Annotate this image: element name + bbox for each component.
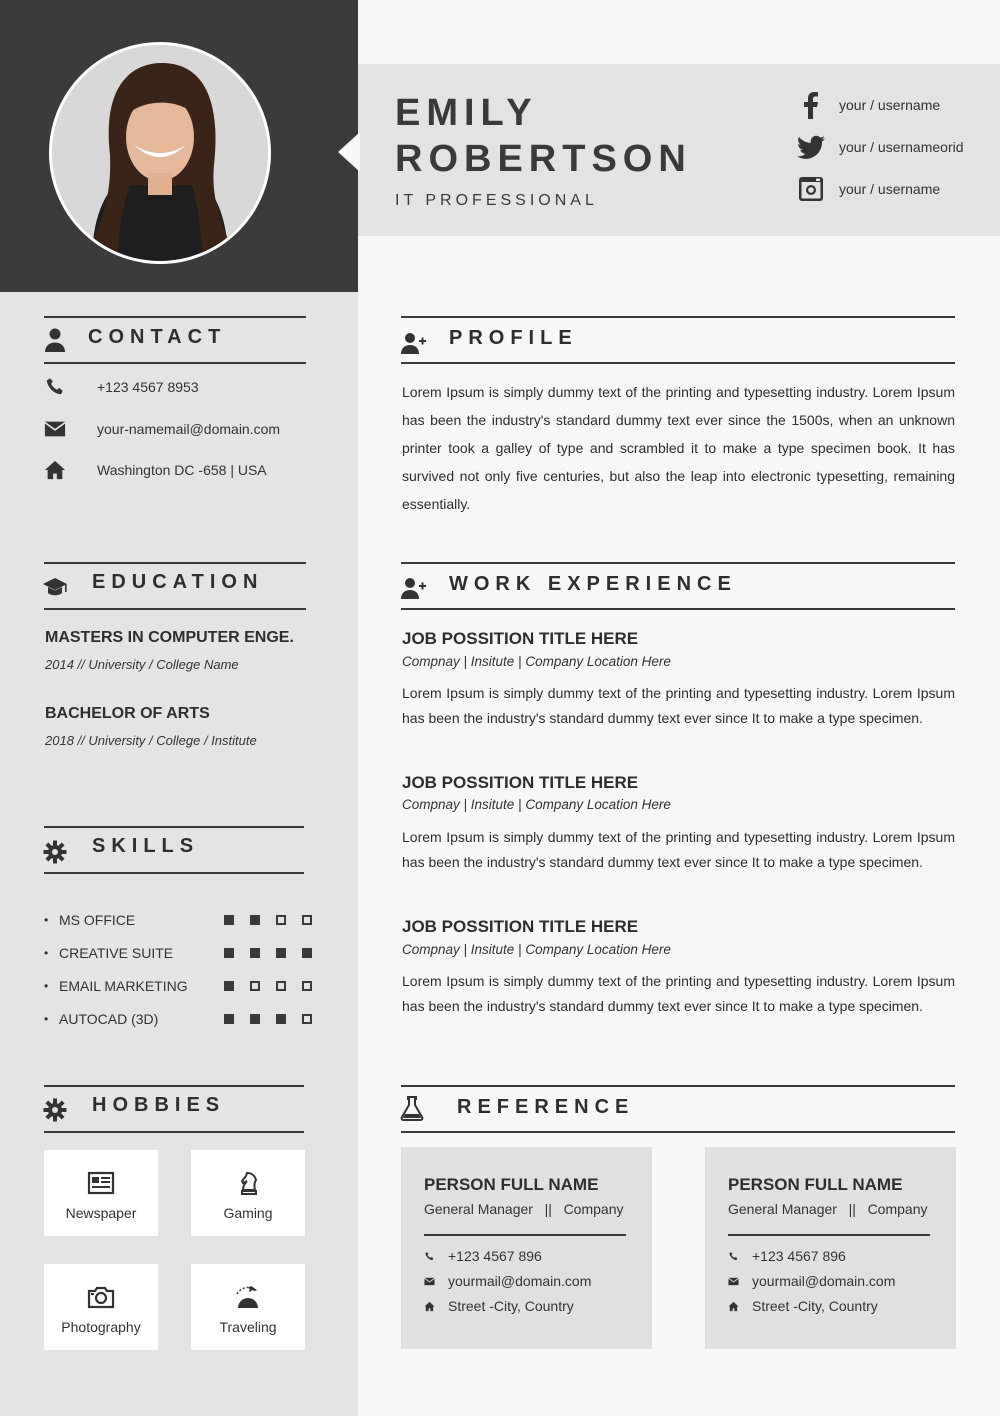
- last-name: ROBERTSON: [395, 138, 692, 180]
- reference-email-value: yourmail@domain.com: [752, 1273, 896, 1289]
- hobby-label: Newspaper: [65, 1205, 137, 1221]
- graduation-cap-icon: [42, 574, 68, 605]
- envelope-icon: [728, 1276, 739, 1287]
- flask-icon: [399, 1095, 425, 1126]
- rating-square-empty: [250, 981, 260, 991]
- skill-rating: [224, 948, 312, 958]
- globe-plane-icon: [233, 1282, 263, 1312]
- contact-phone[interactable]: [44, 374, 324, 400]
- skill-rating: [224, 915, 312, 925]
- education-heading: EDUCATION: [92, 571, 264, 593]
- social-twitter[interactable]: [795, 131, 995, 163]
- job-description: Lorem Ipsum is simply dummy text of the printing and typesetting industry. Lorem Ipsum has been the industry's standard dummy text ever since It to make a type specimen.: [402, 973, 955, 1014]
- rating-square-filled: [250, 915, 260, 925]
- bullet: •: [44, 979, 49, 993]
- education-rule-bottom: [44, 608, 306, 610]
- social-instagram[interactable]: [795, 173, 995, 205]
- contact-email[interactable]: [44, 416, 324, 442]
- hobby-card-gaming: [191, 1150, 305, 1236]
- work-rule-bottom: [401, 608, 955, 610]
- reference-email-value: yourmail@domain.com: [448, 1273, 592, 1289]
- hobby-label: Gaming: [223, 1205, 273, 1221]
- rating-square-filled: [224, 1014, 234, 1024]
- newspaper-icon: [86, 1168, 116, 1198]
- job-description: Lorem Ipsum is simply dummy text of the printing and typesetting industry. Lorem Ipsum has been the industry's standard dummy text ever since It to make a type specimen.: [402, 685, 955, 726]
- hobby-card-photography: [44, 1264, 158, 1350]
- reference-address-value: Street -City, Country: [752, 1298, 878, 1314]
- profile-heading: PROFILE: [449, 327, 578, 349]
- twitter-icon: [795, 131, 827, 163]
- rating-square-empty: [276, 981, 286, 991]
- reference-phone[interactable]: [424, 1247, 542, 1265]
- phone-value: +123 4567 8953: [97, 379, 199, 395]
- facebook-icon: [795, 89, 827, 121]
- education-meta: 2018 // University / College / Institute: [45, 733, 257, 748]
- portrait-illustration: [52, 45, 268, 261]
- skill-item: [44, 978, 314, 998]
- hobbies-rule-top: [44, 1085, 304, 1087]
- profile-rule-top: [401, 316, 955, 318]
- phone-icon: [728, 1251, 739, 1262]
- camera-icon: [86, 1282, 116, 1312]
- social-facebook[interactable]: [795, 89, 995, 121]
- rating-square-filled: [250, 948, 260, 958]
- rating-square-empty: [302, 981, 312, 991]
- reference-card: [705, 1147, 956, 1349]
- twitter-handle: your / usernameorid: [839, 139, 964, 155]
- skills-heading: SKILLS: [92, 835, 200, 857]
- education-degree: MASTERS IN COMPUTER ENGE.: [45, 629, 294, 646]
- rating-square-filled: [276, 1014, 286, 1024]
- home-icon: [44, 459, 66, 481]
- reference-divider: [424, 1234, 626, 1236]
- reference-role: General Manager || Company: [728, 1201, 928, 1217]
- job-title: IT PROFESSIONAL: [395, 192, 598, 209]
- hobby-card-newspaper: [44, 1150, 158, 1236]
- reference-address: [424, 1297, 574, 1315]
- home-icon: [424, 1301, 435, 1312]
- contact-address: [44, 457, 324, 483]
- email-value: your-namemail@domain.com: [97, 421, 281, 437]
- panel-notch: [338, 132, 360, 172]
- hobby-label: Traveling: [219, 1319, 277, 1335]
- contact-rule-top: [44, 316, 306, 318]
- hobby-label: Photography: [61, 1319, 141, 1335]
- education-meta: 2014 // University / College Name: [45, 657, 239, 672]
- first-name: EMILY: [395, 92, 538, 134]
- job-company: Compnay | Insitute | Company Location Here: [402, 654, 671, 669]
- gear-icon: [42, 839, 68, 870]
- skill-name: EMAIL MARKETING: [59, 978, 188, 994]
- reference-heading: REFERENCE: [457, 1096, 635, 1118]
- chess-knight-icon: [233, 1168, 263, 1198]
- reference-name: PERSON FULL NAME: [728, 1175, 903, 1194]
- phone-icon: [424, 1251, 435, 1262]
- profile-text: Lorem Ipsum is simply dummy text of the printing and typesetting industry. Lorem Ipsum has been the industry's standard dummy text ever since the 1500s, when an unknown printer took a galley of type and scrambled it to make a type specimen book. It has survived not only five centuries, but also the leap into electronic typesetting, remaining essentially.: [402, 384, 955, 512]
- rating-square-empty: [276, 915, 286, 925]
- user-icon: [43, 326, 69, 357]
- rating-square-empty: [302, 915, 312, 925]
- bullet: •: [44, 1012, 49, 1026]
- contact-heading: CONTACT: [88, 326, 227, 348]
- rating-square-empty: [302, 1014, 312, 1024]
- instagram-icon: [795, 173, 827, 205]
- skill-name: AUTOCAD (3D): [59, 1011, 159, 1027]
- rating-square-filled: [224, 981, 234, 991]
- gear-icon: [42, 1097, 68, 1128]
- reference-email[interactable]: [424, 1272, 592, 1290]
- job-title: JOB POSSITION TITLE HERE: [402, 917, 639, 936]
- rating-square-filled: [250, 1014, 260, 1024]
- skill-item: [44, 912, 314, 932]
- skills-rule-bottom: [44, 872, 304, 874]
- instagram-handle: your / username: [839, 181, 941, 197]
- job-company: Compnay | Insitute | Company Location Here: [402, 942, 671, 957]
- skill-rating: [224, 1014, 312, 1024]
- education-degree: BACHELOR OF ARTS: [45, 705, 210, 722]
- job-title: JOB POSSITION TITLE HERE: [402, 629, 639, 648]
- add-user-icon: [401, 575, 427, 606]
- candidate-name: [395, 90, 692, 182]
- skill-rating: [224, 981, 312, 991]
- reference-divider: [728, 1234, 930, 1236]
- rating-square-filled: [224, 915, 234, 925]
- rating-square-filled: [276, 948, 286, 958]
- profile-rule-bottom: [401, 362, 955, 364]
- work-heading: WORK EXPERIENCE: [449, 573, 737, 595]
- skill-name: MS OFFICE: [59, 912, 136, 928]
- envelope-icon: [44, 418, 66, 440]
- facebook-handle: your / username: [839, 97, 941, 113]
- envelope-icon: [424, 1276, 435, 1287]
- reference-name: PERSON FULL NAME: [424, 1175, 599, 1194]
- reference-card: [401, 1147, 652, 1349]
- skill-item: [44, 1011, 314, 1031]
- rating-square-filled: [302, 948, 312, 958]
- work-rule-top: [401, 562, 955, 564]
- skill-name: CREATIVE SUITE: [59, 945, 174, 961]
- reference-address-value: Street -City, Country: [448, 1298, 574, 1314]
- reference-phone-value: +123 4567 896: [752, 1248, 846, 1264]
- reference-phone-value: +123 4567 896: [448, 1248, 542, 1264]
- reference-role: General Manager || Company: [424, 1201, 624, 1217]
- reference-rule-bottom: [401, 1131, 955, 1133]
- avatar: [49, 42, 271, 264]
- hobbies-heading: HOBBIES: [92, 1094, 226, 1116]
- phone-icon: [44, 376, 66, 398]
- reference-phone[interactable]: [728, 1247, 846, 1265]
- job-description: Lorem Ipsum is simply dummy text of the printing and typesetting industry. Lorem Ipsum has been the industry's standard dummy text ever since It to make a type specimen.: [402, 829, 955, 870]
- job-company: Compnay | Insitute | Company Location Here: [402, 797, 671, 812]
- contact-rule-bottom: [44, 362, 306, 364]
- reference-address: [728, 1297, 878, 1315]
- home-icon: [728, 1301, 739, 1312]
- reference-rule-top: [401, 1085, 955, 1087]
- reference-email[interactable]: [728, 1272, 896, 1290]
- bullet: •: [44, 913, 49, 927]
- rating-square-filled: [224, 948, 234, 958]
- skill-item: [44, 945, 314, 965]
- job-title: JOB POSSITION TITLE HERE: [402, 773, 639, 792]
- address-value: Washington DC -658 | USA: [97, 462, 267, 478]
- bullet: •: [44, 946, 49, 960]
- add-user-icon: [401, 330, 427, 361]
- hobbies-rule-bottom: [44, 1131, 304, 1133]
- skills-rule-top: [44, 826, 304, 828]
- education-rule-top: [44, 562, 306, 564]
- hobby-card-traveling: [191, 1264, 305, 1350]
